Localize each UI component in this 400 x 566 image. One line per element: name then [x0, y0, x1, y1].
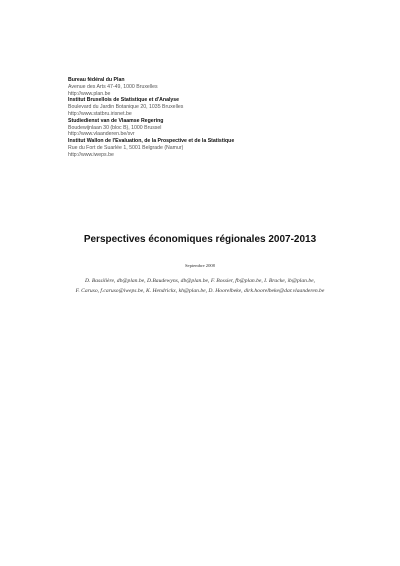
institution-url: http://www.plan.be [68, 90, 111, 97]
institution-url: http://www.vlaanderen.be/svr [68, 131, 135, 138]
institution-address: Boudewijnlaan 30 (bloc B), 1000 Brussel [68, 124, 162, 131]
institution-block [68, 118, 348, 138]
institution-name: Institut Wallon de l'Evaluation, de la Prospective et de la Statistique [68, 138, 235, 145]
institution-name: Bureau fédéral du Plan [68, 77, 125, 83]
document-title: Perspectives économiques régionales 2007-2013 [83, 234, 317, 245]
author-line: F. Caruso, f.caruso@iweps.be, K. Hendrickx, kh@plan.be, D. Hoorelbeke, dirk.hoorelbeke@dar.vlaanderen.be [75, 288, 325, 294]
institution-block [68, 77, 348, 97]
institution-address: Rue du Fort de Suarlée 1, 5001 Belgrade (Namur) [68, 144, 184, 151]
institution-address: Avenue des Arts 47-49, 1000 Bruxelles [68, 83, 158, 90]
institution-list [68, 77, 348, 159]
publication-date: Septembre 2008 [185, 263, 215, 268]
institution-block [68, 138, 348, 158]
institution-block [68, 97, 348, 117]
author-list [40, 276, 360, 296]
institution-name: Studiedienst van de Vlaamse Regering [68, 117, 164, 124]
institution-name: Institut Bruxellois de Statistique et d'Analyse [68, 97, 180, 104]
author-line: D. Bassilière, db@plan.be, D.Baudewyns, db@plan.be, F. Bossier, fb@plan.be, I. Bracke, ib@plan.be, [84, 278, 315, 284]
institution-url: http://www.iweps.be [68, 151, 114, 158]
institution-address: Boulevard du Jardin Botanique 20, 1035 Bruxelles [68, 104, 184, 111]
institution-url: http://www.statbru.irisnet.be [68, 110, 132, 117]
